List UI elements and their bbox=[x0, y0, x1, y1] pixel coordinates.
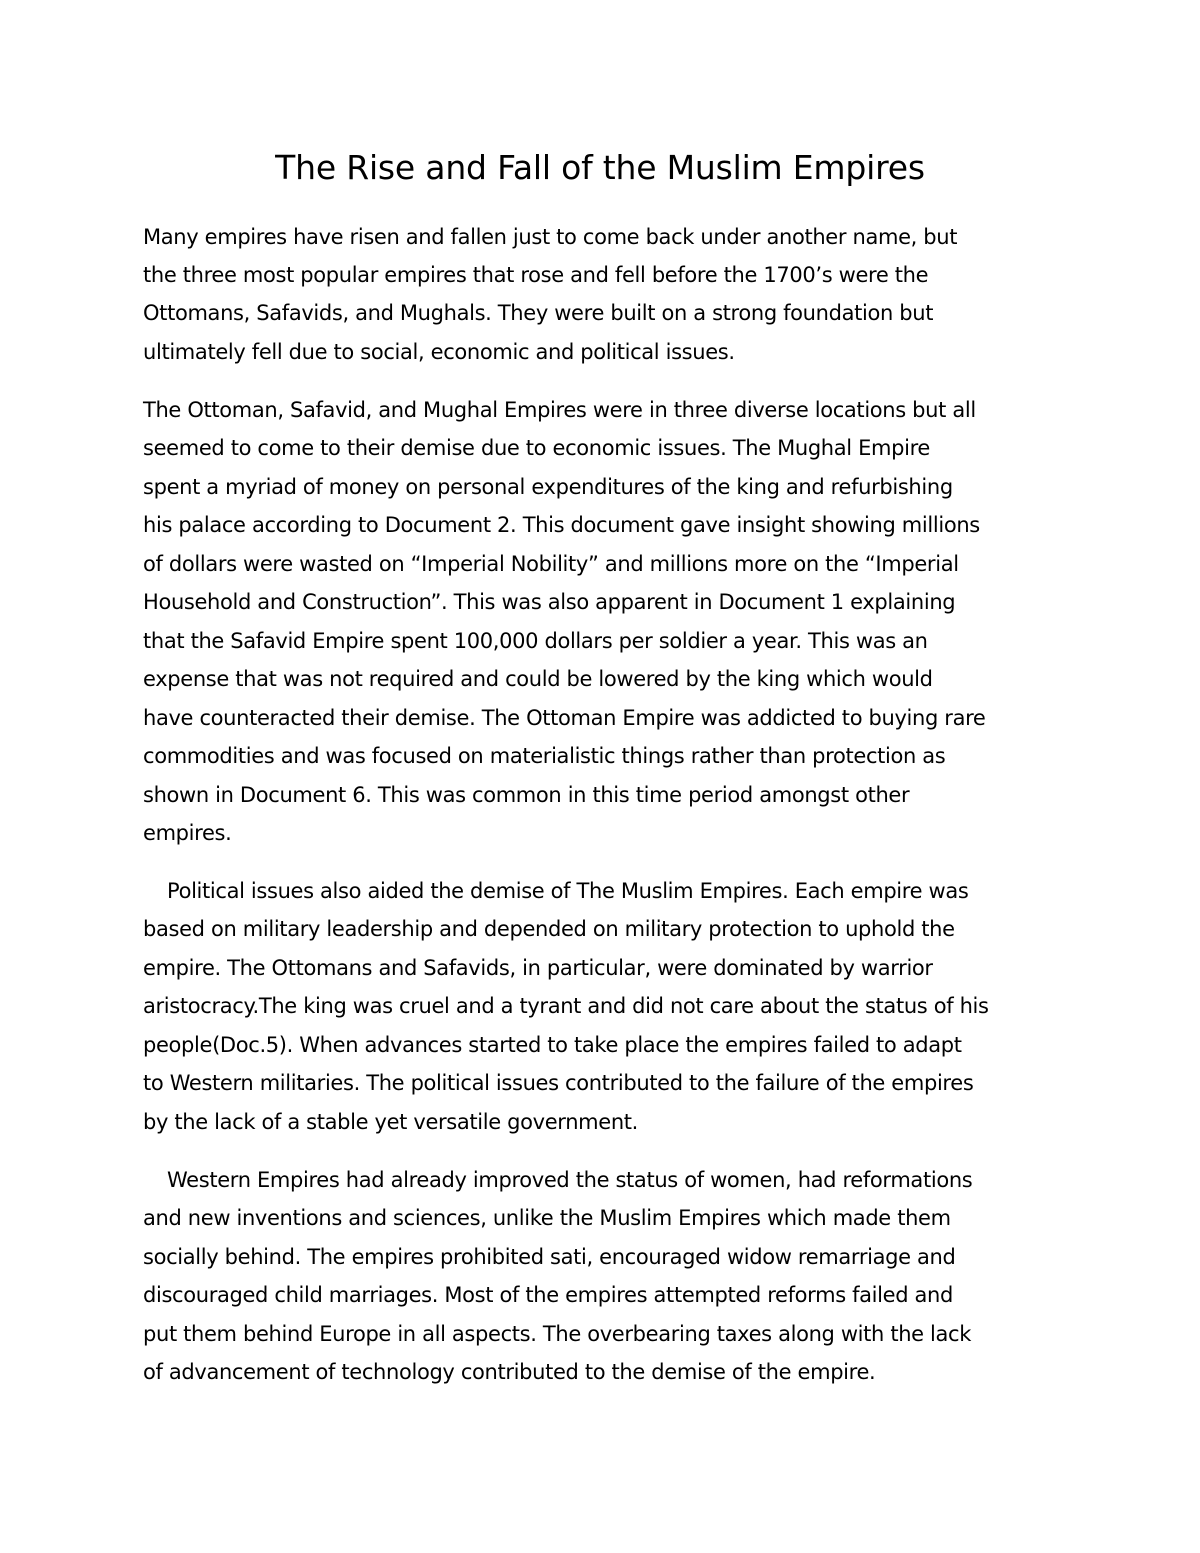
text-line: his palace according to Document 2. This document gave insight showing millions bbox=[143, 513, 980, 537]
text-line: socially behind. The empires prohibited sati, encouraged widow remarriage and bbox=[143, 1245, 956, 1269]
text-line: Political issues also aided the demise of The Muslim Empires. Each empire was bbox=[167, 879, 969, 903]
text-line: expense that was not required and could be lowered by the king which would bbox=[143, 667, 933, 691]
text-line: empires. bbox=[143, 821, 232, 845]
document-title: The Rise and Fall of the Muslim Empires bbox=[275, 148, 925, 187]
text-line: shown in Document 6. This was common in this time period amongst other bbox=[143, 783, 910, 807]
text-line: that the Safavid Empire spent 100,000 dollars per soldier a year. This was an bbox=[143, 629, 928, 653]
text-line: Household and Construction”. This was also apparent in Document 1 explaining bbox=[143, 590, 956, 614]
text-line: empire. The Ottomans and Safavids, in particular, were dominated by warrior bbox=[143, 956, 933, 980]
text-line: seemed to come to their demise due to economic issues. The Mughal Empire bbox=[143, 436, 930, 460]
text-line: the three most popular empires that rose and fell before the 1700’s were the bbox=[143, 263, 929, 287]
text-line: and new inventions and sciences, unlike the Muslim Empires which made them bbox=[143, 1206, 951, 1230]
text-line: Ottomans, Safavids, and Mughals. They were built on a strong foundation but bbox=[143, 301, 934, 325]
text-line: of dollars were wasted on “Imperial Nobility” and millions more on the “Imperial bbox=[143, 552, 959, 576]
text-line: commodities and was focused on materialistic things rather than protection as bbox=[143, 744, 946, 768]
text-line: of advancement of technology contributed to the demise of the empire. bbox=[143, 1360, 876, 1384]
text-line: spent a myriad of money on personal expenditures of the king and refurbishing bbox=[143, 475, 953, 499]
text-line: Many empires have risen and fallen just to come back under another name, but bbox=[143, 225, 958, 249]
text-line: put them behind Europe in all aspects. The overbearing taxes along with the lack bbox=[143, 1322, 972, 1346]
text-line: people(Doc.5). When advances started to take place the empires failed to adapt bbox=[143, 1033, 962, 1057]
text-line: based on military leadership and depended on military protection to uphold the bbox=[143, 917, 955, 941]
text-line: by the lack of a stable yet versatile government. bbox=[143, 1110, 639, 1134]
text-line: Western Empires had already improved the status of women, had reformations bbox=[167, 1168, 973, 1192]
text-line: ultimately fell due to social, economic and political issues. bbox=[143, 340, 735, 364]
text-line: to Western militaries. The political issues contributed to the failure of the empires bbox=[143, 1071, 974, 1095]
text-line: The Ottoman, Safavid, and Mughal Empires were in three diverse locations but all bbox=[143, 398, 976, 422]
text-line: aristocracy.The king was cruel and a tyrant and did not care about the status of his bbox=[143, 994, 989, 1018]
text-line: have counteracted their demise. The Ottoman Empire was addicted to buying rare bbox=[143, 706, 986, 730]
text-line: discouraged child marriages. Most of the empires attempted reforms failed and bbox=[143, 1283, 953, 1307]
